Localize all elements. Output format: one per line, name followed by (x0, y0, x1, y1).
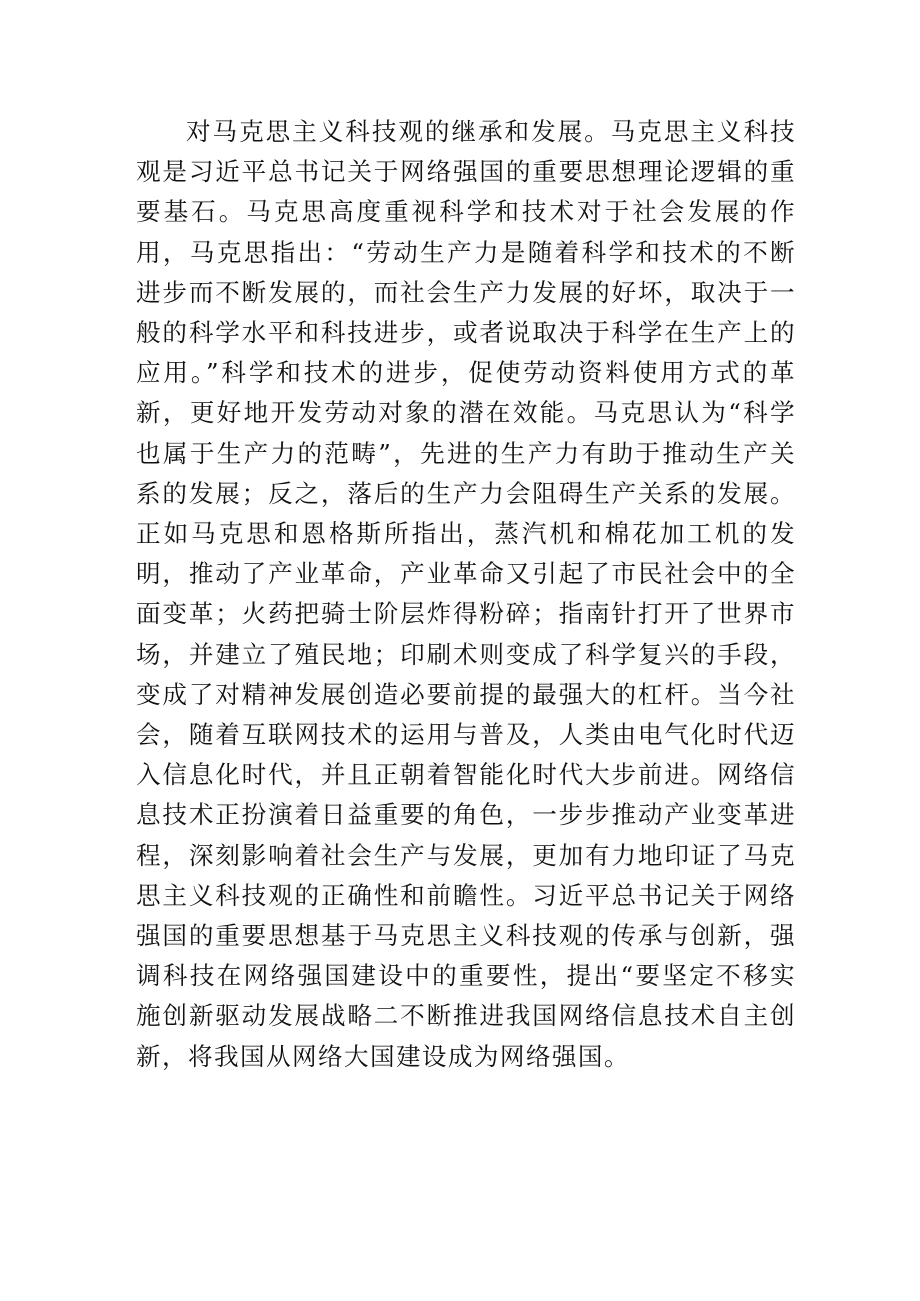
body-paragraph: 对马克思主义科技观的继承和发展。马克思主义科技观是习近平总书记关于网络强国的重要思想理论逻辑的重要基石。马克思高度重视科学和技术对于社会发展的作用，马克思指出：“劳动生产力是随着科学和技术的不断进步而不断发展的，而社会生产力发展的好坏，取决于一般的科学水平和科技进步，或者说取决于科学在生产上的应用。”科学和技术的进步，促使劳动资料使用方式的革新，更好地开发劳动对象的潜在效能。马克思认为“科学也属于生产力的范畴”，先进的生产力有助于推动生产关系的发展；反之，落后的生产力会阻碍生产关系的发展。正如马克思和恩格斯所指出，蒸汽机和棉花加工机的发明，推动了产业革命，产业革命又引起了市民社会中的全面变革；火药把骑士阶层炸得粉碎；指南针打开了世界市场，并建立了殖民地；印刷术则变成了科学复兴的手段，变成了对精神发展创造必要前提的最强大的杠杆。当今社会，随着互联网技术的运用与普及，人类由电气化时代迈入信息化时代，并且正朝着智能化时代大步前进。网络信息技术正扮演着日益重要的角色，一步步推动产业变革进程，深刻影响着社会生产与发展，更加有力地印证了马克思主义科技观的正确性和前瞻性。习近平总书记关于网络强国的重要思想基于马克思主义科技观的传承与创新，强调科技在网络强国建设中的重要性，提出“要坚定不移实施创新驱动发展战略二不断推进我国网络信息技术自主创新，将我国从网络大国建设成为网络强国。 (136, 117, 796, 1071)
